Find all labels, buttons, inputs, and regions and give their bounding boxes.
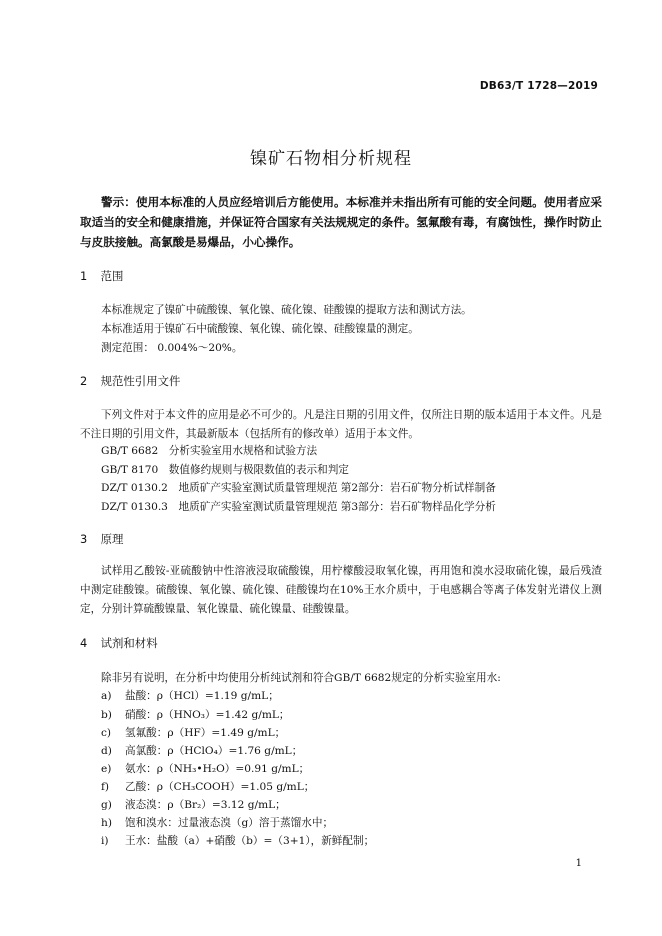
reagent-text: 液态溴：ρ（Br₂）=3.12 g/mL； [125,799,286,811]
section-title: 试剂和材料 [100,636,158,650]
section-title: 范围 [100,269,124,283]
scope-line: 本标准规定了镍矿中硫酸镍、氧化镍、硫化镍、硅酸镍的提取方法和测试方法。 [101,304,472,316]
reagent-text: 王水：盐酸（a）+硝酸（b）=（3+1），新鲜配制； [125,835,375,847]
reference-item: DZ/T 0130.2 地质矿产实验室测试质量管理规范 第2部分：岩石矿物分析试样制备 [101,482,496,494]
reagent-item [101,688,279,703]
list-marker: g) [101,799,112,811]
section-title: 规范性引用文件 [100,374,181,388]
section-title: 原理 [100,532,124,546]
section-heading-principle [80,531,123,547]
reagent-text: 硝酸：ρ（HNO₃）=1.42 g/mL； [125,709,290,721]
standard-code: DB63/T 1728—2019 [479,80,598,92]
document-title: 镍矿石物相分析规程 [250,149,412,169]
reagent-item [101,779,314,794]
reagent-item [101,725,285,740]
reagent-item [101,707,290,722]
section-heading-reagents [80,635,158,651]
reagent-text: 高氯酸：ρ（HClO₄）=1.76 g/mL； [125,745,303,757]
list-marker: c) [101,727,112,739]
principle-text: 试样用乙酸铵-亚硫酸钠中性溶液浸取硫酸镍，用柠檬酸浸取氧化镍，再用饱和溴水浸取硫化镍，最后残渣中测定硅酸镍。硫酸镍、氧化镍、硫化镍、硅酸镍均在10%王水介质中，于电感耦合等离子体发射光谱仪上测定，分别计算硫酸镍量、氧化镍量、硫化镍量、硅酸镍量。 [80,565,602,615]
list-marker: a) [101,690,112,702]
list-marker: d) [101,745,112,757]
section-number: 2 [80,374,88,388]
section-heading-scope [80,268,123,284]
safety-warning: 警示：使用本标准的人员应经培训后方能使用。本标准并未指出所有可能的安全问题。使用者应采取适当的安全和健康措施，并保证符合国家有关法规规定的条件。氢氟酸有毒，有腐蚀性，操作时防止与皮肤接触。高氯酸是易爆品，小心操作。 [80,195,602,249]
reagent-item [101,797,286,812]
list-marker: e) [101,763,112,775]
list-marker: b) [101,709,112,721]
reagent-text: 饱和溴水：过量液态溴（g）溶于蒸馏水中； [125,817,334,829]
list-marker: i) [101,835,109,847]
section-number: 1 [80,269,88,283]
scope-line: 本标准适用于镍矿石中硫酸镍、氧化镍、硫化镍、硅酸镍量的测定。 [101,323,419,335]
reagent-text: 氢氟酸：ρ（HF）=1.49 g/mL； [125,727,286,739]
reagent-item [101,761,309,776]
list-marker: f) [101,781,110,793]
reagent-item [101,815,333,830]
reagent-text: 盐酸：ρ（HCl）=1.19 g/mL； [125,690,279,702]
section-number: 3 [80,532,88,546]
reagent-text: 氨水：ρ（NH₃•H₂O）=0.91 g/mL； [125,763,310,775]
page-number: 1 [575,858,582,869]
reagents-intro: 除非另有说明，在分析中均使用分析纯试剂和符合GB/T 6682规定的分析实验室用水: [101,672,501,684]
reagent-item [101,833,374,848]
reagent-item [101,743,302,758]
list-marker: h) [101,817,112,829]
reference-item: GB/T 6682 分析实验室用水规格和试验方法 [101,445,318,457]
section-heading-normative-references [80,373,180,389]
reference-item: GB/T 8170 数值修约规则与极限数值的表示和判定 [101,464,349,476]
references-intro: 下列文件对于本文件的应用是必不可少的。凡是注日期的引用文件，仅所注日期的版本适用于本文件。凡是不注日期的引用文件，其最新版本（包括所有的修改单）适用于本文件。 [80,409,602,440]
reagent-text: 乙酸：ρ（CH₃COOH）=1.05 g/mL； [125,781,315,793]
section-number: 4 [80,636,88,650]
reference-item: DZ/T 0130.3 地质矿产实验室测试质量管理规范 第3部分：岩石矿物样品化学分析 [101,501,496,513]
scope-line: 测定范围： 0.004%～20%。 [101,342,243,354]
